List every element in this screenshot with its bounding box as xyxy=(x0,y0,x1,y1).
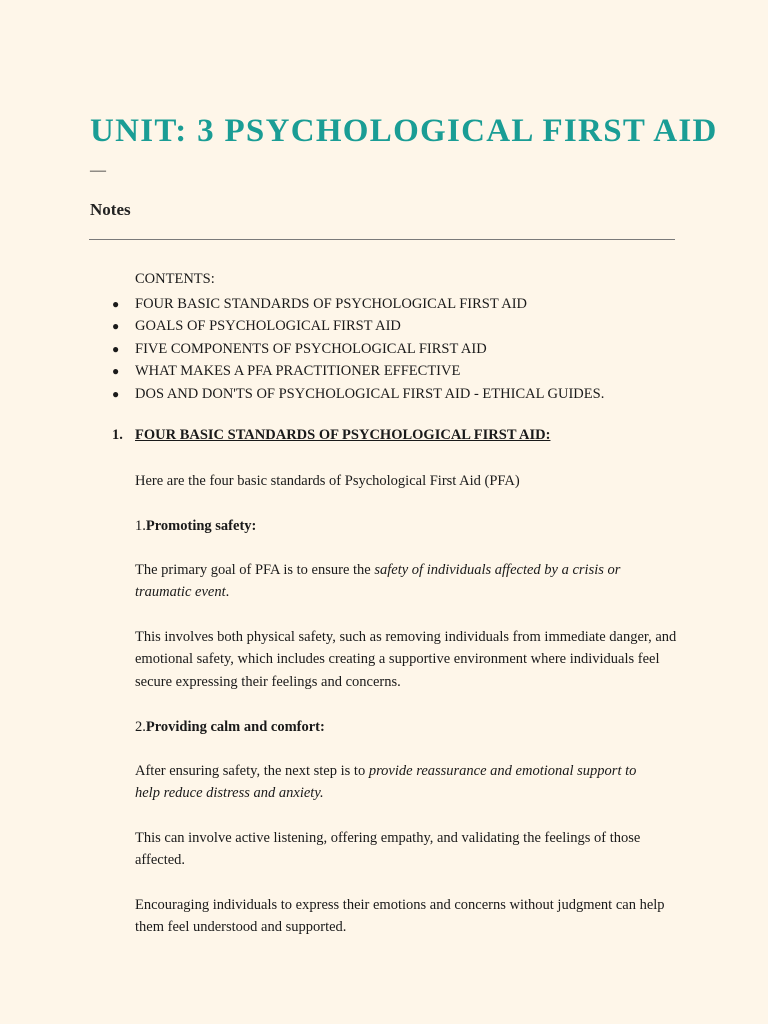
paragraph xyxy=(135,760,660,805)
bullet-icon: ● xyxy=(112,341,120,356)
bullet-icon: ● xyxy=(112,319,120,334)
paragraph: This can involve active listening, offering empathy, and validating the feelings of those affected. xyxy=(135,830,641,869)
paragraph-text: . xyxy=(225,584,230,601)
paragraph-text: After ensuring safety, the next step is to xyxy=(135,763,369,779)
contents-item xyxy=(112,315,604,337)
section-heading-text: FOUR BASIC STANDARDS OF PSYCHOLOGICAL FIRST AID: xyxy=(135,427,551,443)
contents-item-text: FOUR BASIC STANDARDS OF PSYCHOLOGICAL FIRST AID xyxy=(135,296,528,312)
subsection-heading xyxy=(135,515,685,537)
paragraph: Encouraging individuals to express their emotions and concerns without judgment can help them feel understood and supported. xyxy=(135,897,665,936)
contents-label: CONTENTS: xyxy=(135,271,215,287)
subsection-number: 2. xyxy=(135,719,146,735)
subsection-number: 1. xyxy=(135,518,146,534)
notes-heading: Notes xyxy=(90,200,131,219)
subsection-title: Promoting safety: xyxy=(145,518,257,534)
section-intro: Here are the four basic standards of Psychological First Aid (PFA) xyxy=(135,473,520,489)
bullet-icon: ● xyxy=(112,297,120,311)
contents-list xyxy=(112,293,604,405)
subsection-title: Providing calm and comfort: xyxy=(145,719,325,735)
contents-item-text: FIVE COMPONENTS OF PSYCHOLOGICAL FIRST AID xyxy=(135,340,487,357)
contents-item-text: GOALS OF PSYCHOLOGICAL FIRST AID xyxy=(135,318,401,335)
bullet-icon: ● xyxy=(112,364,120,379)
contents-item xyxy=(112,360,604,382)
page-title: UNIT: 3 PSYCHOLOGICAL FIRST AID xyxy=(90,113,718,149)
contents-item-text: DOS AND DON'TS OF PSYCHOLOGICAL FIRST AID - ETHICAL GUIDES. xyxy=(135,385,605,402)
horizontal-divider xyxy=(89,239,675,240)
contents-item xyxy=(112,383,604,405)
subsection-heading xyxy=(135,716,685,738)
contents-item-text: WHAT MAKES A PFA PRACTITIONER EFFECTIVE xyxy=(135,363,461,380)
paragraph xyxy=(135,559,635,604)
paragraph-emphasis: safety of individuals affected by a crisis or traumatic event xyxy=(135,562,621,601)
paragraph: This involves both physical safety, such as removing individuals from immediate danger, and emotional safety, which includes creating a supportive environment where individuals feel secure expressing their feelings and concerns. xyxy=(135,629,677,690)
title-dash: — xyxy=(90,162,106,179)
paragraph-text: The primary goal of PFA is to ensure the xyxy=(135,562,375,578)
bullet-icon: ● xyxy=(112,386,120,401)
paragraph-emphasis: provide reassurance and emotional support to help reduce distress and anxiety. xyxy=(135,763,637,802)
section-heading xyxy=(112,427,550,444)
contents-item xyxy=(112,293,604,315)
contents-item xyxy=(112,338,604,360)
section-number: 1. xyxy=(112,427,123,443)
